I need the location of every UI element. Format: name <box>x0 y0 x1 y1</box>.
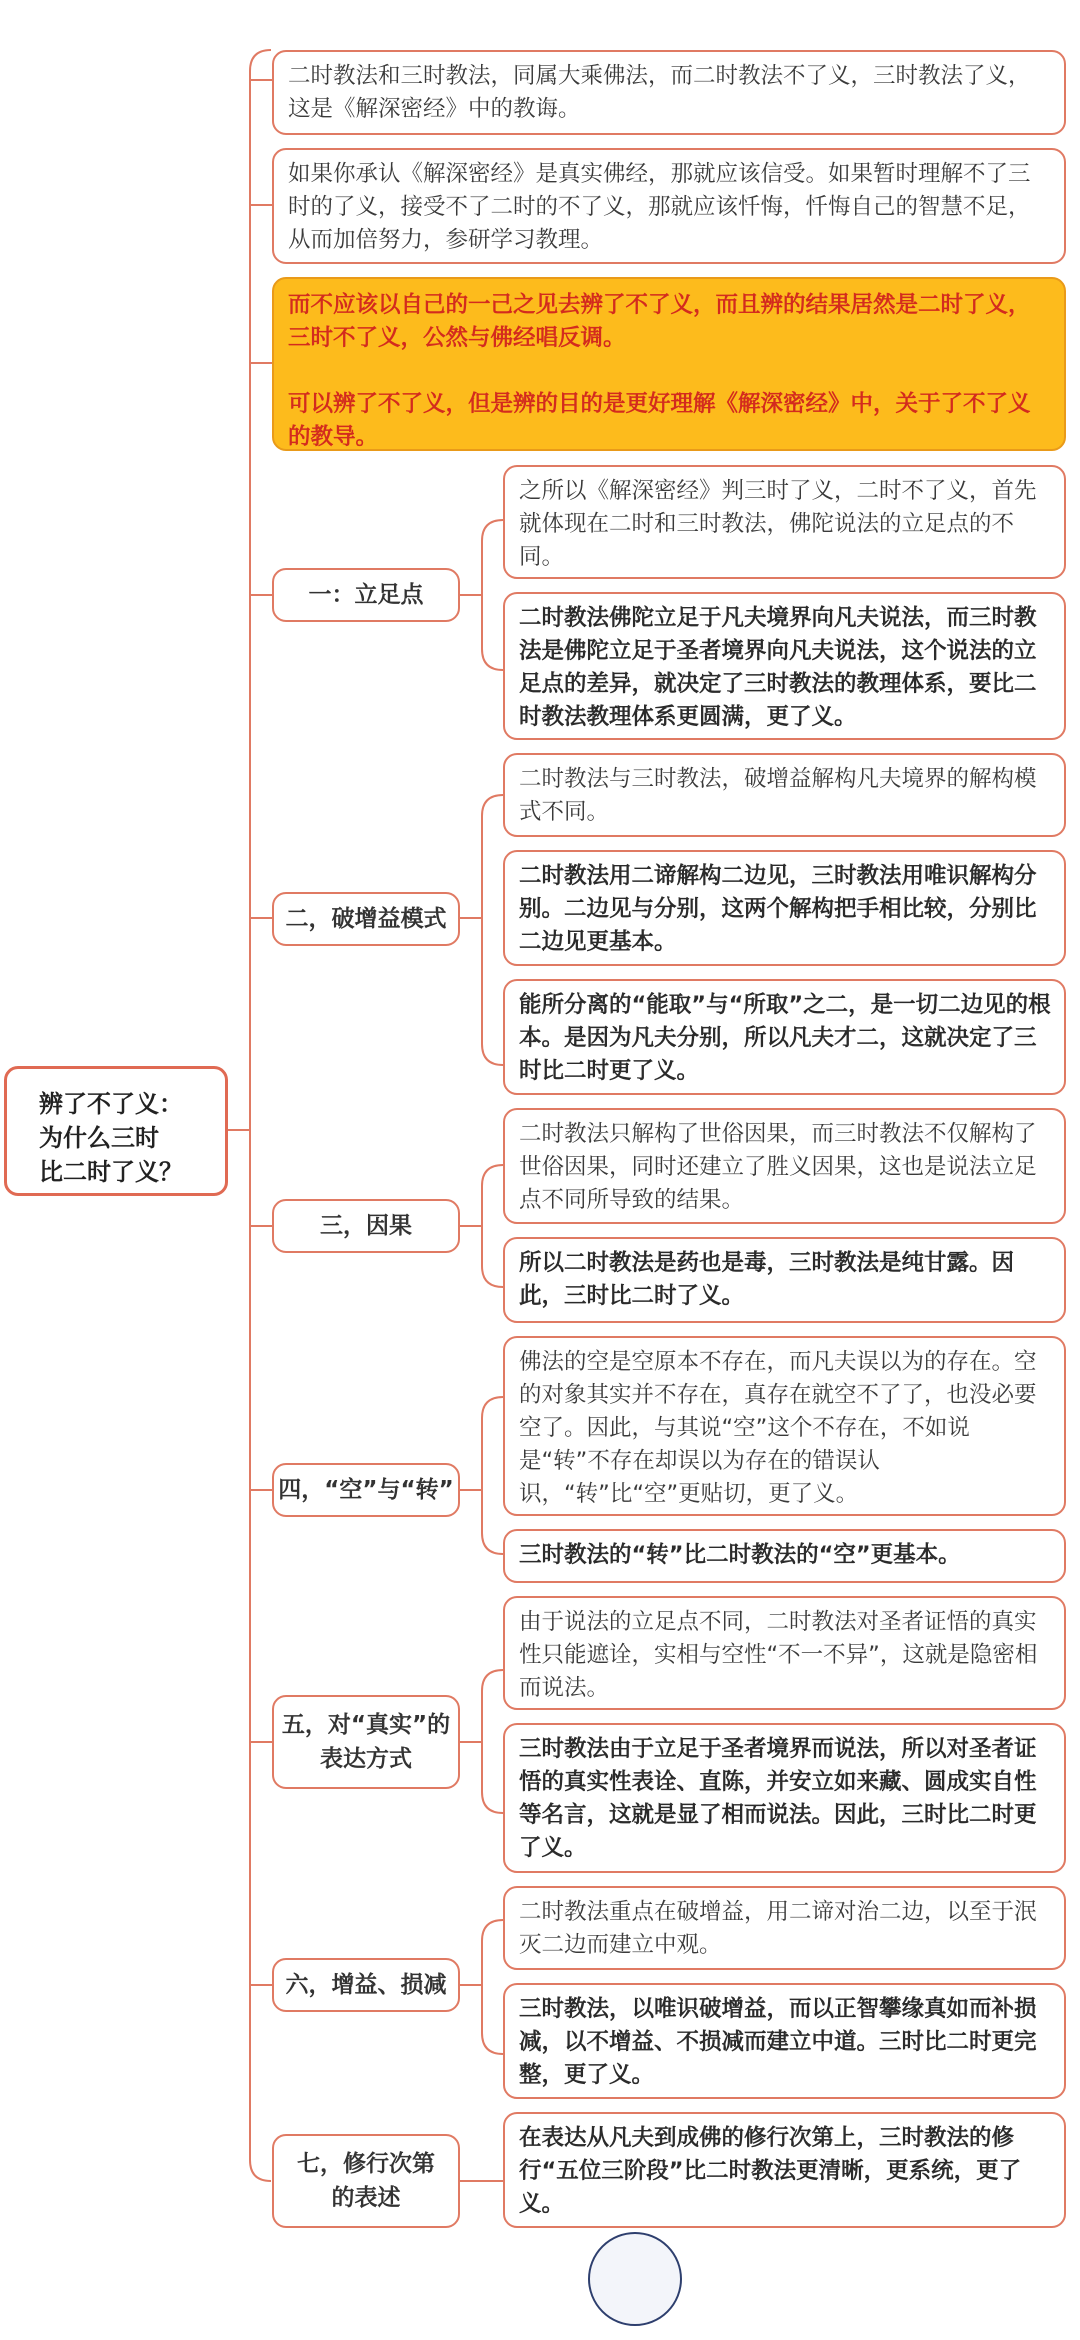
c2-note-1[interactable]: 二时教法与三时教法，破增益解构凡夫境界的解构模式不同。 <box>503 753 1066 837</box>
c3-note-1[interactable]: 二时教法只解构了世俗因果，而三时教法不仅解构了世俗因果，同时还建立了胜义因果，这也是说法立足点不同所导致的结果。 <box>503 1108 1066 1224</box>
c4-note-1[interactable]: 佛法的空是空原本不存在，而凡夫误以为的存在。空的对象其实并不存在，真存在就空不了了，也没必要空了。因此，与其说“空”这个不存在，不如说是“转”不存在却误以为存在的错误认识，“转”比“空”更贴切，更了义。 <box>503 1336 1066 1516</box>
root-topic[interactable]: 辨了不了义： 为什么三时 比二时了义？ <box>4 1066 228 1196</box>
highlight-paragraph-1: 而不应该以自己的一己之见去辨了不了义，而且辨的结果居然是二时了义，三时不了义，公然与佛经唱反调。 <box>288 292 1031 351</box>
c5-note-2[interactable]: 三时教法由于立足于圣者境界而说法，所以对圣者证悟的真实性表诠、直陈，并安立如来藏、圆成实自性等名言，这就是显了相而说法。因此，三时比二时更了义。 <box>503 1723 1066 1873</box>
highlight-note[interactable] <box>272 277 1066 451</box>
category-7-practice-stages[interactable]: 七，修行次第 的表述 <box>272 2134 460 2228</box>
c2-note-3[interactable]: 能所分离的“能取”与“所取”之二，是一切二边见的根本。是因为凡夫分别，所以凡夫才二，这就决定了三时比二时更了义。 <box>503 979 1066 1095</box>
c6-note-1[interactable]: 二时教法重点在破增益，用二谛对治二边，以至于泯灭二边而建立中观。 <box>503 1886 1066 1970</box>
category-1-standpoint[interactable]: 一：立足点 <box>272 568 460 622</box>
category-2-refuting-mode[interactable]: 二，破增益模式 <box>272 892 460 946</box>
floating-circle-button[interactable] <box>588 2232 682 2326</box>
c4-note-2[interactable]: 三时教法的“转”比二时教法的“空”更基本。 <box>503 1529 1066 1583</box>
c7-note-1[interactable]: 在表达从凡夫到成佛的修行次第上，三时教法的修行“五位三阶段”比二时教法更清晰，更系统，更了义。 <box>503 2112 1066 2228</box>
category-6-addition-subtraction[interactable]: 六，增益、损减 <box>272 1958 460 2012</box>
c3-note-2[interactable]: 所以二时教法是药也是毒，三时教法是纯甘露。因此，三时比二时了义。 <box>503 1237 1066 1323</box>
c5-note-1[interactable]: 由于说法的立足点不同，二时教法对圣者证悟的真实性只能遮诠，实相与空性“不一不异”，这就是隐密相而说法。 <box>503 1596 1066 1710</box>
c1-note-2[interactable]: 二时教法佛陀立足于凡夫境界向凡夫说法，而三时教法是佛陀立足于圣者境界向凡夫说法，这个说法的立足点的差异，就决定了三时教法的教理体系，要比二时教法教理体系更圆满，更了义。 <box>503 592 1066 740</box>
category-4-emptiness-transformation[interactable]: 四，“空”与“转” <box>272 1463 460 1517</box>
intro-note-1[interactable]: 二时教法和三时教法，同属大乘佛法，而二时教法不了义，三时教法了义，这是《解深密经》中的教诲。 <box>272 50 1066 135</box>
category-5-expression-of-reality[interactable]: 五，对“真实”的 表达方式 <box>272 1695 460 1789</box>
highlight-paragraph-2: 可以辨了不了义，但是辨的目的是更好理解《解深密经》中，关于了不了义的教导。 <box>288 391 1031 450</box>
category-3-cause-effect[interactable]: 三，因果 <box>272 1199 460 1253</box>
c2-note-2[interactable]: 二时教法用二谛解构二边见，三时教法用唯识解构分别。二边见与分别，这两个解构把手相比较，分别比二边见更基本。 <box>503 850 1066 966</box>
c1-note-1[interactable]: 之所以《解深密经》判三时了义，二时不了义，首先就体现在二时和三时教法，佛陀说法的立足点的不同。 <box>503 465 1066 579</box>
intro-note-2[interactable]: 如果你承认《解深密经》是真实佛经，那就应该信受。如果暂时理解不了三时的了义，接受不了二时的不了义，那就应该忏悔，忏悔自己的智慧不足，从而加倍努力，参研学习教理。 <box>272 148 1066 264</box>
c6-note-2[interactable]: 三时教法，以唯识破增益，而以正智攀缘真如而补损减，以不增益、不损减而建立中道。三时比二时更完整，更了义。 <box>503 1983 1066 2099</box>
